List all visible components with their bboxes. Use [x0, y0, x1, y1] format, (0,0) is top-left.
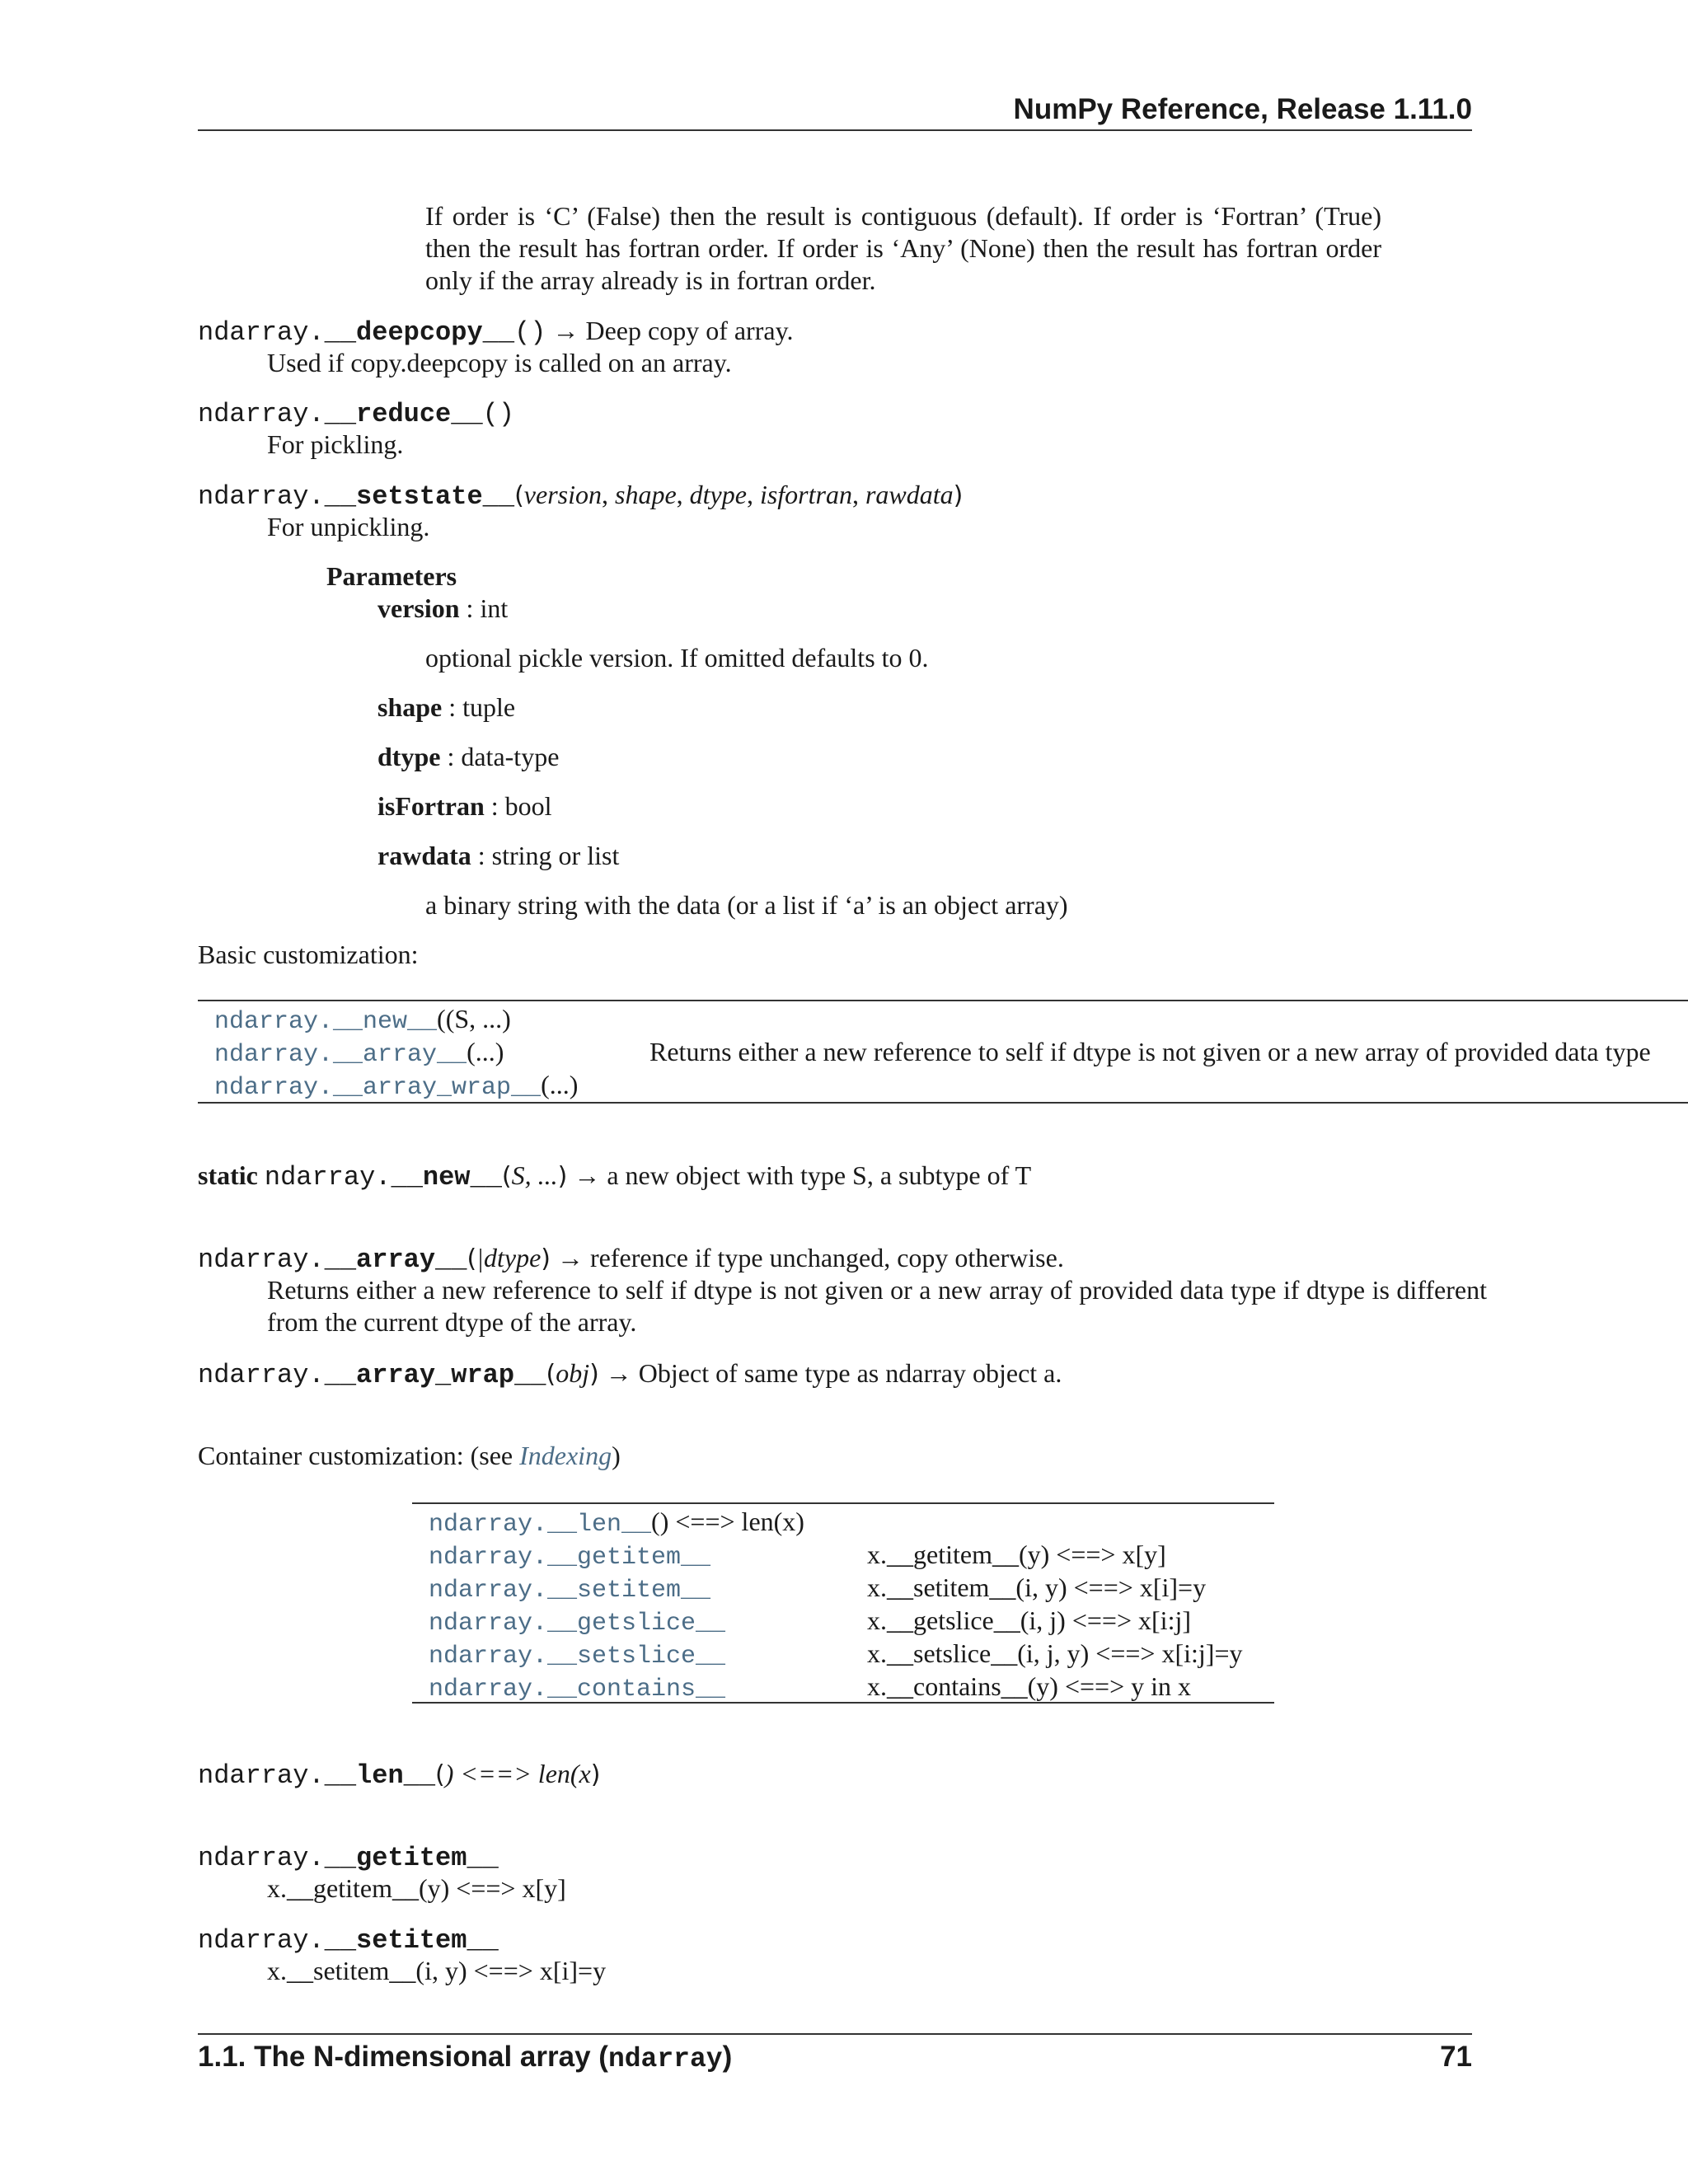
arg-sep: ,	[601, 480, 615, 509]
sig-rparen: )	[541, 1244, 551, 1273]
reduce-signature	[198, 396, 514, 430]
sig-args: obj	[556, 1358, 590, 1388]
heading-text: Container customization: (see	[198, 1441, 520, 1470]
sig-lparen: (	[546, 1360, 556, 1389]
param-type: : int	[459, 593, 509, 623]
sig-prefix: ndarray.	[198, 317, 325, 348]
container-row-setitem-description: x.__setitem__(i, y) <==> x[i]=y	[867, 1572, 1207, 1602]
sig-return: → Object of same type as ndarray object a.	[605, 1358, 1062, 1388]
link-ndarray-array-wrap[interactable]: ndarray.__array_wrap__	[214, 1074, 542, 1102]
sig-name: __array__	[324, 1244, 467, 1275]
order-description: If order is ‘C’ (False) then the result is contiguous (default). If order is ‘Fortran’ (True) then the result has fortran order. If order is ‘Any’ (None) then the result has fortran order only if the array already is in fortran order.	[425, 201, 1381, 295]
link-ndarray-getitem[interactable]: ndarray.__getitem__	[429, 1544, 711, 1572]
sig-lparen: (	[501, 1162, 512, 1191]
footer-section-text: 1.1. The N-dimensional array (	[198, 2041, 608, 2073]
link-ndarray-getslice[interactable]: ndarray.__getslice__	[429, 1610, 726, 1638]
footer-rule	[198, 2033, 1472, 2035]
basic-row-array-wrap	[214, 1069, 578, 1104]
basic-table-bottom-rule	[198, 1102, 1688, 1104]
sig-name: __new__	[391, 1162, 502, 1193]
arg-isfortran: isfortran	[759, 480, 852, 509]
sig-rparen: )	[589, 1360, 599, 1389]
param-type: : data-type	[440, 742, 560, 771]
indexing-link[interactable]: Indexing	[519, 1441, 612, 1470]
param-name: rawdata	[377, 841, 471, 870]
container-row-getitem-description: x.__getitem__(y) <==> x[y]	[867, 1540, 1166, 1569]
sig-prefix: ndarray.	[198, 1925, 325, 1956]
new-signature	[198, 1160, 1031, 1193]
sig-prefix: ndarray.	[198, 1760, 325, 1791]
basic-row-array-description: Returns either a new reference to self if dtype is not given or a new array of provided data type	[649, 1037, 1651, 1066]
arg-sep: ,	[746, 480, 760, 509]
heading-close: )	[612, 1441, 621, 1470]
sig-prefix: ndarray.	[198, 1360, 325, 1390]
container-table-top-rule	[412, 1502, 1274, 1504]
param-name: isFortran	[377, 791, 485, 821]
sig-lparen: (	[514, 481, 524, 510]
container-row-setitem	[429, 1572, 710, 1606]
link-ndarray-contains[interactable]: ndarray.__contains__	[429, 1675, 726, 1704]
sig-args: ()	[514, 317, 546, 348]
link-ndarray-new[interactable]: ndarray.__new__	[214, 1008, 438, 1036]
footer-section-title	[198, 2040, 732, 2076]
container-customization-heading	[198, 1440, 621, 1472]
deepcopy-signature	[198, 315, 793, 349]
arg-version: version	[523, 480, 602, 509]
param-type: : bool	[484, 791, 552, 821]
static-keyword: static	[198, 1160, 258, 1190]
setstate-description: For unpickling.	[267, 512, 430, 541]
param-name: version	[377, 593, 460, 623]
link-ndarray-setitem[interactable]: ndarray.__setitem__	[429, 1577, 711, 1605]
setitem-signature	[198, 1923, 499, 1957]
sig-return: → reference if type unchanged, copy otherwise.	[556, 1243, 1064, 1272]
sig-lparen: (	[467, 1244, 477, 1273]
getitem-description: x.__getitem__(y) <==> x[y]	[267, 1873, 566, 1903]
sig-prefix: ndarray.	[198, 481, 325, 512]
row-signature: ((S, ...)	[437, 1004, 511, 1033]
basic-row-array	[214, 1036, 504, 1071]
row-signature: () <==> len(x)	[651, 1507, 804, 1536]
sig-return: → Deep copy of array.	[552, 316, 794, 345]
sig-name: __reduce__	[324, 399, 483, 429]
param-type: : tuple	[442, 692, 516, 722]
setstate-signature	[198, 479, 963, 513]
container-row-contains	[429, 1671, 725, 1705]
sig-args: ) <==> len(x	[444, 1759, 591, 1788]
sig-name: __array_wrap__	[324, 1360, 546, 1390]
footer-section-code: ndarray	[607, 2044, 723, 2074]
array-signature	[198, 1242, 1064, 1276]
param-version-description: optional pickle version. If omitted defaults to 0.	[425, 643, 929, 673]
sig-name: __getitem__	[324, 1843, 499, 1873]
param-rawdata-description: a binary string with the data (or a list if ‘a’ is an object array)	[425, 890, 1068, 920]
param-dtype	[377, 741, 559, 773]
deepcopy-description: Used if copy.deepcopy is called on an array.	[267, 348, 732, 377]
sig-return: → a new object with type S, a subtype of T	[574, 1160, 1032, 1190]
container-row-contains-description: x.__contains__(y) <==> y in x	[867, 1671, 1192, 1701]
container-row-getslice	[429, 1605, 725, 1639]
link-ndarray-array[interactable]: ndarray.__array__	[214, 1041, 467, 1069]
setitem-description: x.__setitem__(i, y) <==> x[i]=y	[267, 1956, 607, 1985]
row-signature: (...)	[467, 1037, 504, 1066]
sig-lparen: (	[435, 1760, 445, 1789]
page-number: 71	[1440, 2041, 1472, 2073]
sig-name: __setstate__	[324, 481, 515, 512]
getitem-signature	[198, 1840, 499, 1874]
sig-name: __deepcopy__	[324, 317, 515, 348]
sig-prefix: ndarray.	[198, 1843, 325, 1873]
sig-rparen: )	[953, 481, 964, 510]
sig-prefix: ndarray.	[198, 399, 325, 429]
basic-customization-heading: Basic customization:	[198, 940, 419, 969]
sig-name: __setitem__	[324, 1925, 499, 1956]
array-wrap-signature	[198, 1357, 1062, 1391]
container-row-setslice	[429, 1638, 725, 1672]
arg-shape: shape	[614, 480, 677, 509]
basic-row-new	[214, 1003, 511, 1038]
sig-args: S, ...	[511, 1160, 558, 1190]
sig-rparen: )	[590, 1760, 601, 1789]
container-row-len	[429, 1506, 804, 1540]
array-description: Returns either a new reference to self if dtype is not given or a new array of provided data type if dtype is different from the current dtype of the array.	[267, 1275, 1487, 1337]
param-name: dtype	[377, 742, 441, 771]
param-version	[377, 593, 508, 625]
page-header-title: NumPy Reference, Release 1.11.0	[1013, 93, 1472, 125]
arg-rawdata: rawdata	[865, 480, 954, 509]
container-row-getslice-description: x.__getslice__(i, j) <==> x[i:j]	[867, 1605, 1191, 1635]
basic-table-top-rule	[198, 1000, 1688, 1001]
param-shape	[377, 691, 515, 724]
footer-section-close: )	[722, 2041, 733, 2073]
link-ndarray-setslice[interactable]: ndarray.__setslice__	[429, 1643, 726, 1671]
row-signature: (...)	[541, 1070, 579, 1099]
container-row-setslice-description: x.__setslice__(i, j, y) <==> x[i:j]=y	[867, 1638, 1243, 1668]
link-ndarray-len[interactable]: ndarray.__len__	[429, 1511, 652, 1539]
sig-prefix: ndarray.	[198, 1244, 325, 1275]
sig-prefix: ndarray.	[264, 1162, 392, 1193]
parameters-heading: Parameters	[326, 561, 457, 591]
param-name: shape	[377, 692, 443, 722]
sig-args: |dtype	[476, 1243, 542, 1272]
arg-dtype: dtype	[689, 480, 747, 509]
arg-sep: ,	[676, 480, 690, 509]
len-signature	[198, 1758, 600, 1792]
param-type: : string or list	[471, 841, 620, 870]
container-table-bottom-rule	[412, 1702, 1274, 1704]
sig-args: ()	[482, 399, 515, 429]
sig-rparen: )	[557, 1162, 568, 1191]
param-isfortran	[377, 790, 552, 823]
sig-name: __len__	[324, 1760, 436, 1791]
container-row-getitem	[429, 1539, 710, 1573]
reduce-description: For pickling.	[267, 429, 404, 459]
header-rule	[198, 129, 1472, 131]
arg-sep: ,	[851, 480, 865, 509]
param-rawdata	[377, 840, 619, 872]
